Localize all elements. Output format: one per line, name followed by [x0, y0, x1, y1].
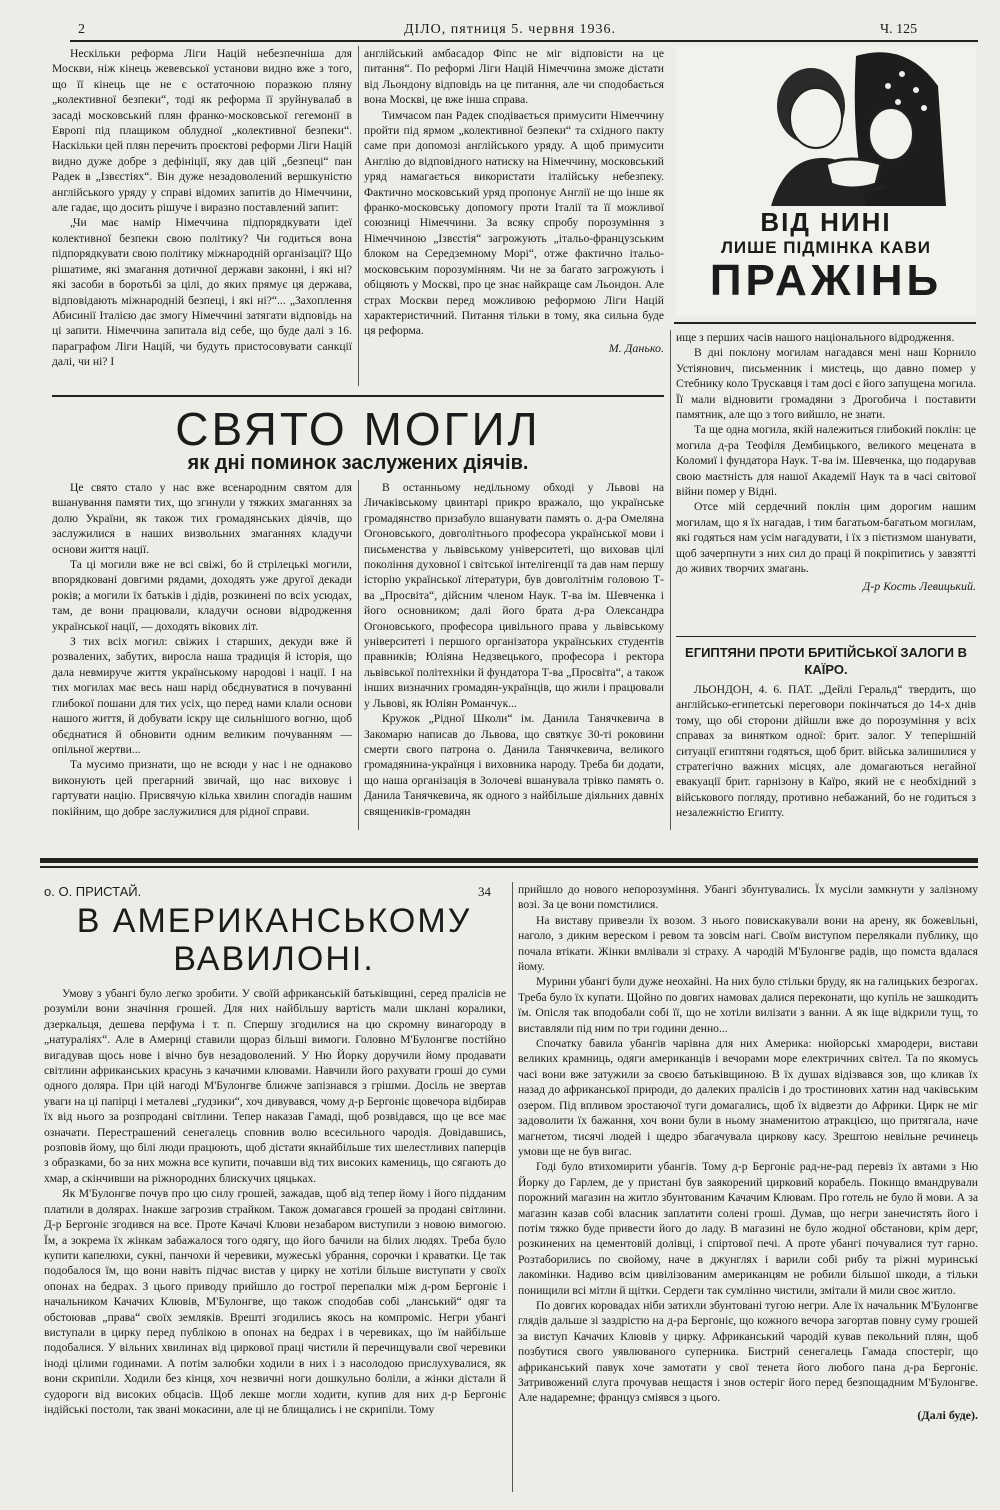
paragraph: З тих всіх могил: свіжих і старших, декуди вже й розвалених, забутих, виросла наша традиція й історія, що дала невмируче життя українському народові і нації. І на тих могилах має весь наш нарід обєднуватися в почуванні глибокої пошани для тих усіх, що перед нами клали основи нашого життя, й добувати іскру ще сильнішого вогню, щоб обєднатися й обновити одним великим почуванням — опільної жертви...	[52, 635, 352, 756]
column-divider	[358, 46, 359, 386]
paragraph: Та ще одна могила, якій належиться глибокий поклін: це могила д-ра Теофіля Дембицького, великого мецената в Коломиї і фундатора Наук. Т-ва ім. Шевченка, що подарував свою маєтність для нашої Академії Наук та в часі світової війни помер у Відні.	[676, 423, 976, 499]
serial-col1	[44, 986, 506, 1417]
graves-col2	[364, 480, 664, 819]
graves-col1	[52, 480, 352, 819]
column-divider	[670, 330, 671, 830]
paragraph: На виставу привезли їх возом. З нього повискакували вони на арену, як божевільні, наголо, з диким вереском і ревом та зовсім нагі. Своїм виступом перелякали публику, що почала втікати. Жінки вмлівали зі страху. А чародій М'Булонгве радів, що помста вдалася йому.	[518, 913, 978, 974]
paragraph: Мурини убангі були дуже неохайні. На них було стільки бруду, як на галицьких безрогах. Треба було їх купати. Щойно по довгих намовах далися переконати, що купіль не зашкодить їм. Опісля так вподобали собі її, що не хотіли вилізати з ванни. А як іще відкрили тущ, то виставляли під ним по три години денно...	[518, 975, 978, 1035]
league-article-col1	[52, 46, 352, 370]
ad-line1: ВІД НИНІ	[760, 207, 892, 237]
page-number: 2	[78, 22, 85, 37]
paragraph: Це свято стало у нас вже всенародним святом для вшанування памяти тих, що згинули у тяжких змаганнях за долю України, як також тих громадянських діячів, що заслужилися в наших визвольних змаганнях кладучи основи життя нації.	[52, 481, 352, 556]
graves-subtitle: як дні поминок заслужених діячів.	[187, 452, 529, 474]
graves-col3	[676, 330, 976, 594]
paragraph: Умову з убангі було легко зробити. У своїй африканській батьківщині, серед пралісів не розуміли вони значіння грошей. Для них найбільшу вартість мали шклані коралики, дзеркальця, дешева перфума і т. п. Спершу згодилися на цю скромну винагороду в „натураліях“. Але в Америці ставили щораз більші вимоги. Головно М'Булонгве постійно вигадував щось нове і вічно був незадоволений. У Ню Йорку доручили йому продавати світлини африканських красунь з качачими клювами. Навчили його рахувати гроші до суми одного доляра. При цій нагоді М'Булонгве ближче запізнався з грішми. Досіль не звертав уваги на ці папірці і металеві „ґудзики“, хоч дивувався, чому д-р Бергоніє щовечора відбирав їх від нього за розпродані світлини. Тепер наказав Гамаді, щоб розвідався, що це все має означати. Перестрашений сенегалець сповнив волю всесильного чародія. Довідавшись, розповів йому, що білі люди працюють, щоб дістати якнайбільше тих шелестливих паперців з образками, бо за них можна все купити, почавши від тих високих камениць, що сягають до хмар, а скінчивши на ріжнородних блискучих цяцьках.	[44, 987, 506, 1185]
paragraph: Спочатку бавила убангів чарівна для них Америка: нюйорські хмародери, вистави великих крамниць, одяги американців і вечорами море електричних світел. Та по якомусь часі вони вже затужили за своєю батьківщиною. В їх душах відізвався зов, що кликав їх назад до африканської природи, до далеких пралісів і до тростинових хатин над чаківським озером. Під впливом зростаючої туги домагались, щоб їх відвезти до Африки. Цирк не міг задоволити їх бажання, хоч вони були в ньому знаменитою атракцією, що притягала, наче магнетом, тисячі людей і щедро збагачувала циркову касу. Зрештою невільне речинець умови ще не був вигас.	[518, 1037, 978, 1158]
header-rule	[70, 40, 978, 42]
column-divider	[512, 882, 513, 1492]
egypt-body	[676, 682, 976, 821]
ad-line2: ЛИШЕ ПІДМІНКА КАВИ	[720, 238, 932, 257]
paragraph: Та ці могили вже не всі свіжі, бо й стрілецькі могили, впорядковані довгими рядами, доходять уже другої декади років; а могили їх батьків і дідів, розкинені по всіх усюдах, там, де вони працювали, кладучи основи відродження української нації, — доходять вікових літ.	[52, 558, 352, 633]
section-rule	[676, 636, 976, 637]
paragraph: По довгих коровадах ніби затихли збунтовані тугою негри. Але їх начальник М'Булонгве глядів дальше зі заздрістю на д-ра Бергоніє, що кожного вечора загортав повну суму грошей за виступ Качачих Клювів у цирку. Африканський чародій кував пекольний плян, щоб позбутися свого уявлюваного суперника. Бистрий сенегалець Гамада спостеріг, що африканський павук хоче замотати у свої тенета його любого пана д-ра Бергоніє. Затривожений слуга прочував нещастя і знов остеріг його перед безпощадним М'Булонгве. Але надаремне; француз сміявся з цього.	[518, 1298, 978, 1405]
page-section-rule	[40, 858, 978, 863]
section-rule	[52, 395, 664, 397]
paragraph: прийшло до нового непорозуміння. Убангі збунтувались. Їх мусіли замкнути у залізному возі. За це вони помстилися.	[518, 883, 978, 912]
paragraph: Тимчасом пан Радек сподівається примусити Німеччину пройти під ярмом „колективної безпеки“ та східного пакту саме при допомозі англійського уряду. А щоб примусити Англію до відповідного натиску на Німеччину, московський уряд намагається використати італійську небезпеку. Фактично московський уряд пропонує Англії не що інше як франко-московську допомогу проти Італії та її можливої союзниці Німеччини. За всяку спробу порозуміння з Німеччиною „Ізвєстія“ загрожують „італьо-французським блоком на Середземному Морі“, отже фактично італьо-московським порозумінням. Чи не за багато загрожують і обіцяють у Москві, про це знає найкраще сам Льондон. Але страх Москви перед можливою реформою Ліги Націй характеристичний. Питання тільки в тому, яка сильна буде ця реформа.	[364, 108, 664, 338]
serial-author: о. О. ПРИСТАЙ.	[44, 884, 142, 899]
serial-title-line1: В АМЕРИКАНСЬКОМУ	[76, 902, 472, 940]
author-signature: Д-р Кость Левицький.	[862, 578, 976, 593]
paragraph: ище з перших часів нашого національного відродження.	[676, 331, 955, 344]
issue-number: Ч. 125	[880, 22, 918, 37]
coffee-cup-icon	[826, 159, 881, 188]
graves-title: СВЯТО МОГИЛ	[175, 403, 541, 455]
paragraph: Отсе мій сердечний поклін цим дорогим нашим могилам, що я їх нагадав, і тим багатьом-багатьом могилам, які годяться нам усім нагадувати, і їх з пієтизмом шанувати, щоб зачерпнути з них сил до праці й покріпитись у завзятті до живих творчих змагань.	[676, 500, 976, 576]
paragraph: ЛЬОНДОН, 4. 6. ПАТ. „Дейлі Геральд“ твердить, що англійсько-египетські переговори покінчаться до 14-х днів тому, що обі сторони дійшли вже до порозуміння у всіх справах за винятком одної: брит. залог. У теперішній ситуації египтяни годяться, щоб брит. війська залишилися у стратегічно важних місцях, але домагаються негайної евакуації брит. гарнізону в Каїро, який не є необхідний з військового погляду, противно небажаний, бо не годиться з незалежністю Египту.	[676, 683, 976, 820]
paragraph: Нeскільки реформа Ліги Націй небезпечніша для Москви, ніж кінець жевевської установи видно вже з того, що її кінець ще не є остаточною поразкою пляну „колективної безпеки“, тоді як реформа її зруйнувалаб в засаді московський плян франко-московської гегемонії в Европі під плащиком облудної „колективної безпеки“. Наскільки цей плян перечить проєктові реформи Ліги Націй видно дуже добре з дефініції, яку дав цій „безпеці“ пан Радек в „Ізвєстіях“. Він дуже незадоволений вершкуністю англійського уряду у справі відомих запитів до Німеччини, але гадає, що досить рішуче і виразно поставлений запит:	[52, 47, 352, 215]
page-section-rule	[40, 866, 978, 868]
continued-note: (Далі буде).	[917, 1407, 978, 1422]
paragraph: В останньому недільному обході у Львові на Личаківському цвинтарі прикро вражало, що українське громадянство призабуло вшанувати память о. д-ра Омеляна Огоновського, довголітнього професора української мови і письменства у львівському університеті, що виховав цілі покоління духовної і світської інтелігенції та дав нам першу історію української літератури, був довголітнім головою Т-ва „Просвіта“, дійсним членом Наук. Т-ва ім. Шевченка і його основником; далі його брата д-ра Олександра Огоновського, професора цивільного права у львівському університеті і першого організатора українських студентів правників; Юліяна Недзвецького, професора і ректора львівської політехніки й фундатора Т-ва „Просвіта“, а також інших визначних громадян-українців, що жили і працювали у Львові, як Юліян Романчук...	[364, 481, 664, 710]
masthead: ДІЛО, пятниця 5. червня 1936.	[403, 22, 617, 37]
paragraph: Годі було втихомирити убангів. Тому д-р Бергоніє рад-не-рад перевіз їх автами з Ню Йорку до Гарлем, де у пристані був заякорений цирковий корабель. Покищо вмандрували порожний магазин на житло збунтованим Качачим Клювам. Про готель не було й мови. А за магазин казав собі власник заплатити солені гроші. Думав, що негри занечистять його і потім тяжко буде привести його до ладу. В магазині не було жодної обстанови, крім дерг, розкинених на цементовій долівці, і спіртової печі. А проте убангі почувалися тут гарно. Розтаборились по свойому, наче в джунглях і варили собі рибу та ріжні муринські лакомінки. Надиво всім цивілізованим американцям не робили більшої шкоди, а тільки понищили всі мітли й щітки. Сердеги так сумлінно чистили, змітали й мили своє житло.	[518, 1160, 978, 1297]
paragraph: англійський амбасадор Фіпс не міг відповісти на це питання“. По реформі Ліги Націй Німеччина зможе дістати від Льондону відповідь на це питання, але чи сподобається вона Москві, це вже інша справа.	[364, 47, 664, 107]
ad-bottom-rule	[674, 322, 976, 324]
column-divider	[358, 480, 359, 830]
paragraph: Кружок „Рідної Школи“ ім. Данила Танячкевича в Закомарю написав до Львова, що святкує 30-ті роковини смерти свого патрона о. Данила Танячкевича, великого громадянина-українця і виховника народу. Треба би додати, що наша організація в Золочеві вшанувала трівко память о. Данила Танячкевича, як одного з найбільше діяльних давніх священиків-громадян	[364, 712, 664, 818]
author-signature: М. Данько.	[608, 340, 664, 355]
egypt-title: ЕГИПТЯНИ ПРОТИ БРИТІЙСЬКОЇ ЗАЛОГИ В КАЇРО.	[685, 645, 967, 677]
paragraph: Та мусимо признати, що не всюди у нас і не однаково виконують цей прегарний звичай, що нас виховує і гартувати націю. Присвячую кілька хвилин спогадів нашим покійним, що добре заслужилися для рідної справи.	[52, 758, 352, 818]
serial-title-line2: ВАВИЛОНІ.	[173, 940, 375, 978]
ad-illustration	[676, 46, 976, 206]
paragraph: „Чи має намір Німеччина підпорядкувати ідеї колективної безпеки свою політику? Чи годиться вона підпорядкувати свою політику міжнародній організації? Що рішатиме, які змагання дотичної держави законні, і які ні? які засоби в боротьбі за цілі, до яких прямує ця держава, відповідають міжнародній безпеці, і які ні?“... „Захоплення Абисинії Італією дає змогу Німеччині затягати відповідь на ці запити. Німеччина запитала від себе, що буде далі з 16. параграфом Ліги Націй, чи будуть пристосовувати санкції далі, чи ні? І	[52, 216, 352, 369]
ad-brand: ПРАЖІНЬ	[709, 256, 943, 305]
coffee-advertisement	[676, 46, 976, 316]
paragraph: Як М'Булонгве почув про цю силу грошей, зажадав, щоб від тепер йому і його підданим платили в долярах. Інакше загрозив страйком. Також домагався грошей за продані світлини. Д-р Бергоніє згодився на все. Проте Качачі Клюви незабаром виступили з новою вимогою. Їм, а зокрема їх жінкам забажалося того одягу, що його бачили на білих людях. Треба було купити капелюхи, сукні, панчохи й черевики, мужеські убрання, сорочки і краватки. Це так подобалося їм, що вони навіть підчас вистав у цирку не хотіли більше виступати у своїх опонах на бедрах. З цього приводу прийшло до гострої перепалки між д-ром Бергоніє і начальником Качачих Клювів, М'Булонгве, що також сподобав собі „ланський“ одяг та обстоював „права“ своїх земляків. Врешті згодились якось на компроміс. Негри убангі виступали в цирку перед публікою в опонах на бедрах і в черевиках, що їм найбільше подобалися. У вільних хвилинах від циркової праці чистили й перечищували свої черевики іноді цілими годинами. А потім залюбки ходили в них і з насолодою прислухувалися, як вони скрипіли. Ходили без кінця, хоч незвичні ноги дошкульно боліли, а жінки дістали й судороги від високих обцасів. Щоб лекше могли ходити, купив для них д-р Бергоніє індійські постоли, так звані мокасини, але ці не блищались і не скрипіли. Тому	[44, 1187, 506, 1416]
serial-number: 34	[478, 884, 491, 899]
league-article-col2	[364, 46, 664, 356]
serial-col2	[518, 882, 978, 1423]
paragraph: В дні поклону могилам нагадався мені наш Корнило Устіянович, письменник і мистець, що давно помер у Стебнику коло Трускавця і там досі є його запущена могила. Її мали відновити громадяни з Дрогобича і поставити памятник, але що з того вийшло, не знати.	[676, 346, 976, 422]
